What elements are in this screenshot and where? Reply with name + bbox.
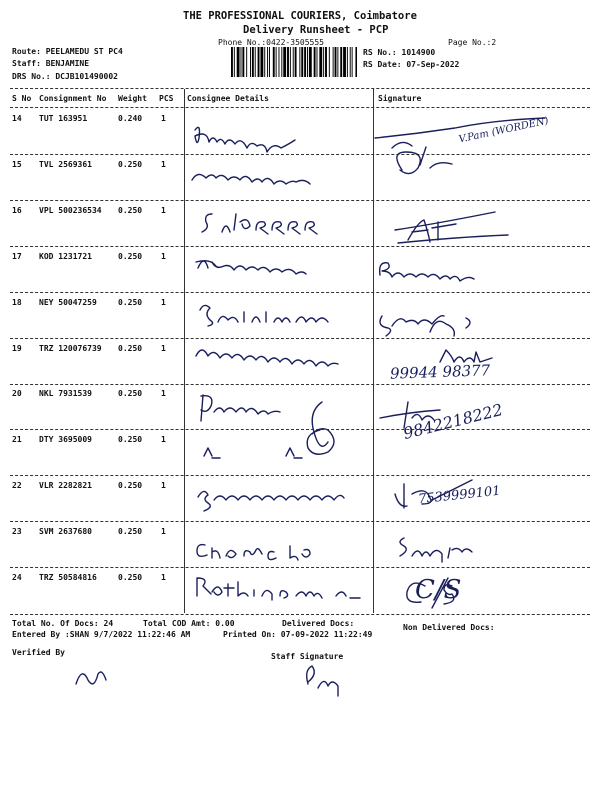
column-header-weight: Weight: [118, 94, 147, 103]
consignment-number-cell: NKL 7931539: [39, 389, 92, 398]
pcs-cell: 1: [161, 206, 166, 215]
drs-number: DRS No.: DCJB101490002: [12, 72, 118, 81]
consignee-signature-17: [196, 261, 306, 274]
sno-cell: 20: [12, 389, 22, 398]
consignee-signature-20: [201, 395, 328, 446]
rs-date: RS Date: 07-Sep-2022: [363, 60, 460, 69]
staff-signature-label: Staff Signature: [271, 652, 344, 661]
consignee-signature-16: [202, 214, 317, 234]
column-header-signature: Signature: [378, 94, 422, 103]
pcs-cell: 1: [161, 573, 166, 582]
consignment-number-cell: KOD 1231721: [39, 252, 92, 261]
pcs-cell: 1: [161, 344, 166, 353]
consignment-number-cell: NEY 50047259: [39, 298, 97, 307]
pcs-cell: 1: [161, 252, 166, 261]
weight-cell: 0.250: [118, 573, 143, 582]
delivered-docs: Delivered Docs:: [282, 619, 355, 628]
weight-cell: 0.250: [118, 252, 143, 261]
consignee-signature-15: [192, 174, 310, 184]
table-bottom-rule: [10, 614, 590, 615]
sno-cell: 24: [12, 573, 22, 582]
total-cod-amount: Total COD Amt: 0.00: [143, 619, 235, 628]
pcs-cell: 1: [161, 114, 166, 123]
entered-by: Entered By :SHAN 9/7/2022 11:22:46 AM: [12, 630, 191, 639]
staff-signature-mark: [307, 666, 338, 696]
pcs-cell: 1: [161, 527, 166, 536]
sno-cell: 19: [12, 344, 22, 353]
sno-cell: 16: [12, 206, 22, 215]
column-header-sno: S No: [12, 94, 32, 103]
consignment-number-cell: TVL 2569361: [39, 160, 92, 169]
rs-number: RS No.: 1014900: [363, 48, 436, 57]
consignment-number-cell: SVM 2637680: [39, 527, 92, 536]
sno-cell: 15: [12, 160, 22, 169]
weight-cell: 0.250: [118, 206, 143, 215]
weight-cell: 0.250: [118, 435, 143, 444]
total-docs: Total No. Of Docs: 24: [12, 619, 114, 628]
weight-cell: 0.250: [118, 160, 143, 169]
staff-name: Staff: BENJAMINE: [12, 59, 90, 68]
weight-cell: 0.240: [118, 114, 143, 123]
signature-mark-19: [440, 350, 492, 362]
sno-cell: 23: [12, 527, 22, 536]
column-header-consignment: Consignment No: [39, 94, 107, 103]
weight-cell: 0.250: [118, 344, 143, 353]
pcs-cell: 1: [161, 160, 166, 169]
consignee-signature-23: [197, 545, 310, 560]
phone-number: Phone No.:0422-3505555: [218, 38, 324, 47]
consignee-signature-24: [197, 578, 360, 600]
consignment-number-cell: TRZ 50584816: [39, 573, 97, 582]
signature-phone-20: 9842218222: [401, 399, 505, 444]
consignment-number-cell: DTY 3695009: [39, 435, 92, 444]
consignment-number-cell: VLR 2282821: [39, 481, 92, 490]
pcs-cell: 1: [161, 435, 166, 444]
weight-cell: 0.250: [118, 527, 143, 536]
sno-cell: 17: [12, 252, 22, 261]
signature-mark-16: [395, 212, 508, 243]
consignment-number-cell: TRZ 120076739: [39, 344, 102, 353]
weight-cell: 0.250: [118, 481, 143, 490]
company-name: THE PROFESSIONAL COURIERS, Coimbatore: [183, 10, 417, 22]
sno-cell: 18: [12, 298, 22, 307]
weight-cell: 0.250: [118, 298, 143, 307]
sno-cell: 22: [12, 481, 22, 490]
consignee-signature-18: [200, 305, 328, 326]
column-header-consignee: Consignee Details: [187, 94, 269, 103]
sno-cell: 14: [12, 114, 22, 123]
pcs-cell: 1: [161, 481, 166, 490]
document-title: Delivery Runsheet - PCP: [243, 24, 389, 36]
consignee-signature-22: [198, 491, 344, 511]
page-number: Page No.:2: [448, 38, 497, 47]
non-delivered-docs: Non Delivered Docs:: [403, 623, 495, 632]
verified-by-signature: [76, 672, 106, 684]
consignment-number-cell: VPL 500236534: [39, 206, 102, 215]
pcs-cell: 1: [161, 389, 166, 398]
pcs-cell: 1: [161, 298, 166, 307]
consignee-signature-19: [196, 350, 338, 366]
consignee-signature-14: [195, 127, 295, 152]
signature-cs-24: C/S: [415, 575, 462, 605]
weight-cell: 0.250: [118, 389, 143, 398]
signature-mark-18: [380, 316, 470, 336]
consignment-number-cell: TUT 163951: [39, 114, 88, 123]
route: Route: PEELAMEDU ST PC4: [12, 47, 123, 56]
signature-phone-22: 7539999101: [417, 483, 502, 508]
signature-note-15: V.Pam (WORDEN): [457, 115, 550, 146]
signature-mark-17: [380, 263, 474, 281]
column-header-pcs: PCS: [159, 94, 174, 103]
printed-on: Printed On: 07-09-2022 11:22:49: [223, 630, 373, 639]
sno-cell: 21: [12, 435, 22, 444]
signature-phone-19: 99944 98377: [389, 361, 491, 383]
verified-by-label: Verified By: [12, 648, 65, 657]
signature-mark-23: [400, 538, 472, 562]
